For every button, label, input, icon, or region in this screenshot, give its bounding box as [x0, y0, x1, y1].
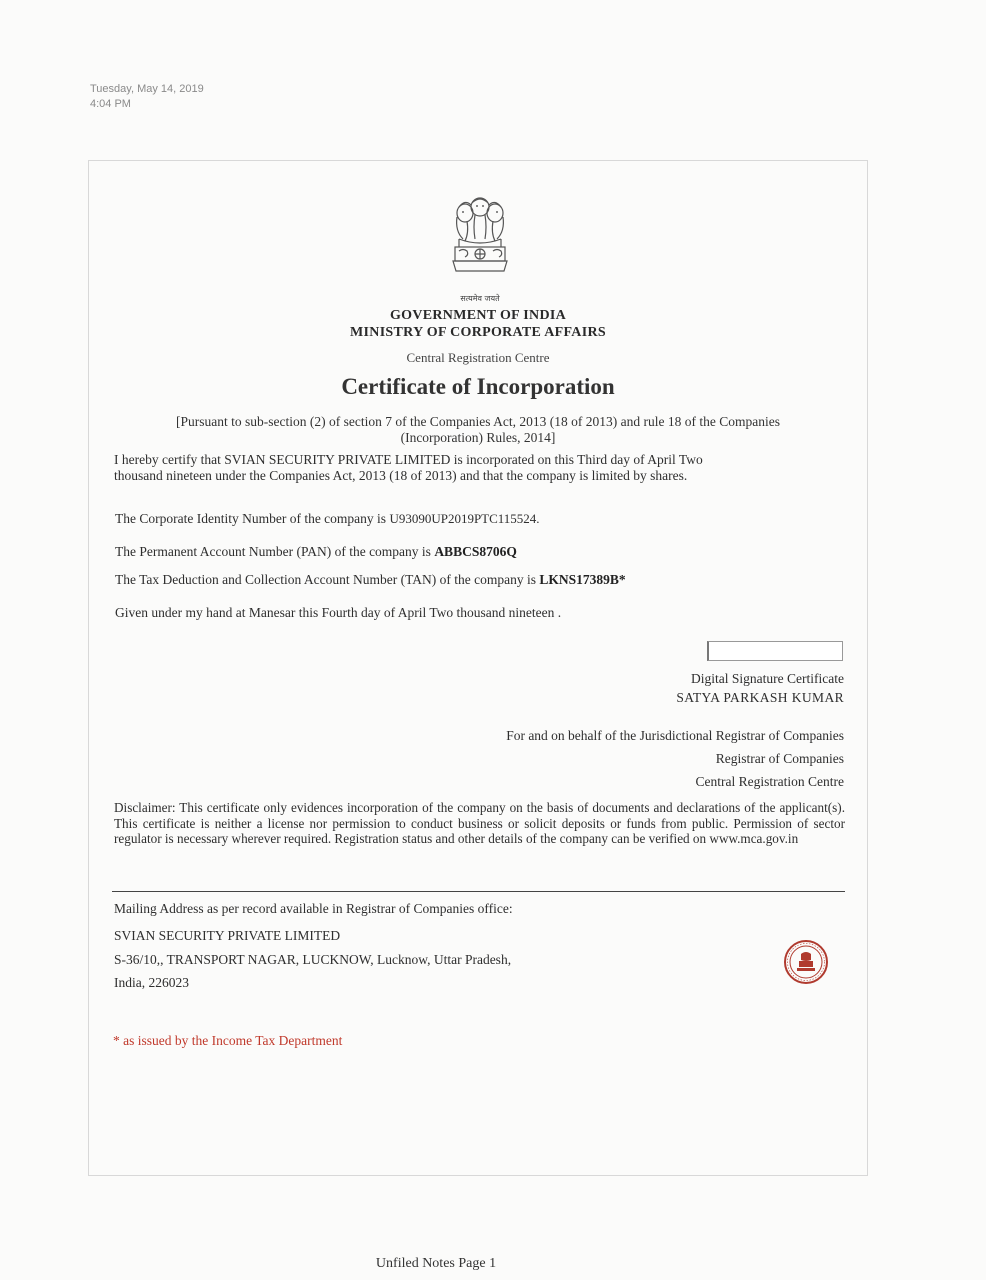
page-footer: Unfiled Notes Page 1	[375, 1256, 497, 1271]
digital-signature-box	[707, 641, 843, 661]
tan-footnote: * as issued by the Income Tax Department	[113, 1033, 343, 1048]
mailing-company: SVIAN SECURITY PRIVATE LIMITED	[114, 928, 341, 943]
centre-heading: Central Registration Centre	[406, 350, 550, 365]
government-heading: GOVERNMENT OF INDIA	[389, 308, 567, 323]
tan-value: LKNS17389B*	[539, 572, 626, 587]
registrar-centre: Central Registration Centre	[695, 774, 844, 789]
behalf-line: For and on behalf of the Jurisdictional Registrar of Companies	[506, 728, 844, 743]
disclaimer: Disclaimer: This certificate only evidences incorporation of the company on the basis of documents and declarations of the applicant(s). This certificate is neither a license nor permission to conduct business or solicit deposits or funds from public. Permission of sector regulator is necessary wherever required. Registration status and other details of the company can be verified on www.mca.gov.in	[114, 800, 845, 846]
registrar-seal-icon	[783, 939, 829, 985]
pursuant-line-1: [Pursuant to sub-section (2) of section 7 of the Companies Act, 2013 (18 of 2013) and rule 18 of the Companies	[175, 414, 780, 429]
mailing-address-line-1: S-36/10,, TRANSPORT NAGAR, LUCKNOW, Lucknow, Uttar Pradesh,	[114, 952, 512, 967]
tan-label: The Tax Deduction and Collection Account Number (TAN) of the company is	[115, 572, 536, 587]
mailing-address-line-2: India, 226023	[114, 975, 189, 990]
certificate-title: Certificate of Incorporation	[341, 374, 615, 399]
emblem-motto: सत्यमेव जयते	[460, 294, 500, 303]
timestamp-date: Tuesday, May 14, 2019	[90, 83, 204, 95]
signatory-name: SATYA PARKASH KUMAR	[676, 690, 844, 705]
timestamp	[90, 82, 204, 112]
certify-line-2: thousand nineteen under the Companies Act, 2013 (18 of 2013) and that the company is limited by shares.	[114, 468, 688, 483]
pan-value: ABBCS8706Q	[434, 544, 517, 559]
pan-label: The Permanent Account Number (PAN) of the company is	[115, 544, 431, 559]
pan-statement	[115, 544, 517, 560]
tan-statement	[115, 572, 626, 588]
cin-value: U93090UP2019PTC115524.	[389, 511, 540, 526]
ministry-heading: MINISTRY OF CORPORATE AFFAIRS	[350, 325, 606, 340]
signature-label: Digital Signature Certificate	[691, 671, 844, 686]
registrar-role: Registrar of Companies	[715, 751, 844, 766]
mailing-heading: Mailing Address as per record available in Registrar of Companies office:	[114, 901, 513, 916]
given-statement: Given under my hand at Manesar this Fourth day of April Two thousand nineteen .	[115, 605, 562, 620]
national-emblem-icon	[445, 193, 515, 305]
divider	[112, 891, 845, 892]
timestamp-time: 4:04 PM	[90, 98, 131, 110]
certify-line-1: I hereby certify that SVIAN SECURITY PRIVATE LIMITED is incorporated on this Third day of April Two	[114, 452, 703, 467]
cin-statement	[115, 511, 540, 527]
cin-label: The Corporate Identity Number of the company is	[115, 511, 387, 526]
pursuant-line-2: (Incorporation) Rules, 2014]	[400, 430, 556, 445]
certify-paragraph	[114, 452, 794, 484]
pursuant-clause	[88, 414, 868, 446]
